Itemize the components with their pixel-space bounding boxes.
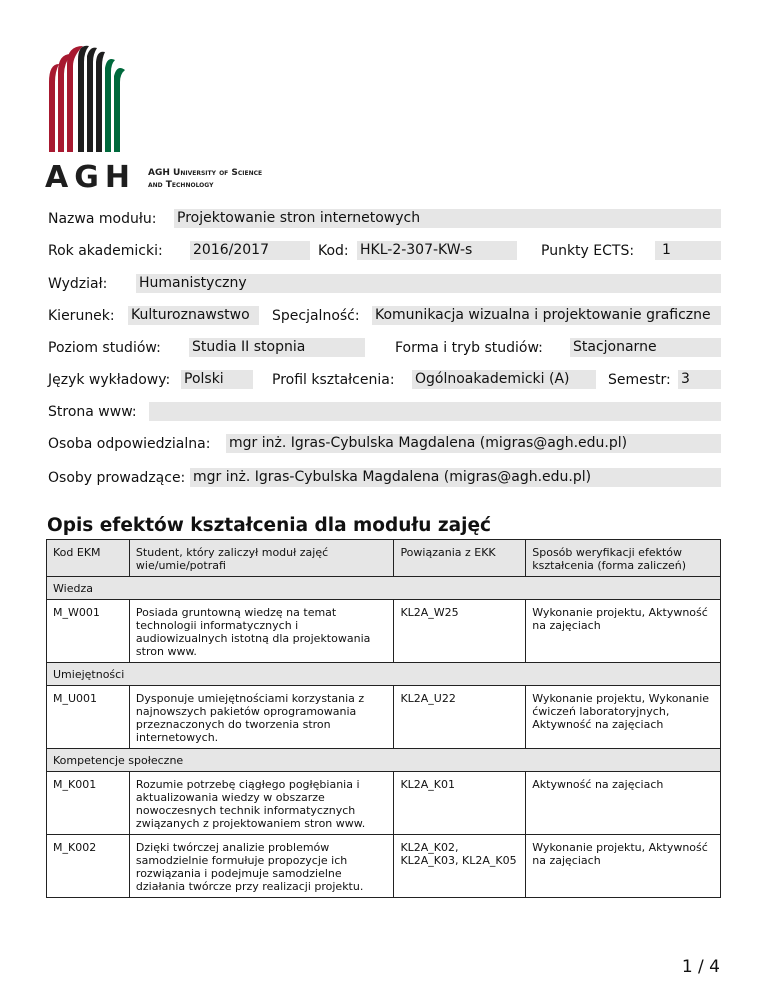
header-code: Kod EKM (47, 540, 130, 577)
section-row (47, 749, 721, 772)
ects-value: 1 (655, 241, 721, 260)
website-label: Strona www: (48, 404, 137, 420)
website-value (149, 402, 721, 421)
cell-code: M_U001 (47, 686, 130, 749)
specialty-label: Specjalność: (272, 308, 360, 324)
responsible-value: mgr inż. Igras-Cybulska Magdalena (migras@agh.edu.pl) (226, 434, 721, 453)
cell-code: M_K002 (47, 835, 130, 898)
academic-year-value: 2016/2017 (190, 241, 310, 260)
cell-outcome: Dzięki twórczej analizie problemów samodzielnie formułuje propozycje ich rozwiązania i podejmuje samodzielne działania twórcze przy realizacji projektu. (129, 835, 394, 898)
table-row (47, 600, 721, 663)
section-title: Opis efektów kształcenia dla modułu zajęć (47, 515, 492, 536)
profile-value: Ogólnoakademicki (A) (412, 370, 596, 389)
learning-outcomes-table (46, 539, 721, 898)
header-verification: Sposób weryfikacji efektów kształcenia (forma zaliczeń) (526, 540, 721, 577)
cell-verification: Wykonanie projektu, Aktywność na zajęciach (526, 835, 721, 898)
cell-verification: Wykonanie projektu, Aktywność na zajęciach (526, 600, 721, 663)
page-number: 1 / 4 (681, 957, 720, 977)
agh-name-line2: and Technology (148, 180, 214, 190)
mode-value: Stacjonarne (570, 338, 721, 357)
mode-label: Forma i tryb studiów: (395, 340, 543, 356)
responsible-label: Osoba odpowiedzialna: (48, 436, 211, 452)
section-social: Kompetencje społeczne (47, 749, 721, 772)
agh-name-line1: AGH University of Science (148, 168, 263, 178)
cell-outcome: Rozumie potrzebę ciągłego pogłębiania i aktualizowania wiedzy w obszarze nowoczesnych technik informatycznych związanych z projektowaniem stron www. (129, 772, 394, 835)
faculty-label: Wydział: (48, 276, 108, 292)
agh-emblem-icon (45, 42, 135, 152)
table-row (47, 686, 721, 749)
academic-year-label: Rok akademicki: (48, 243, 163, 259)
section-skills: Umiejętności (47, 663, 721, 686)
module-name-label: Nazwa modułu: (48, 211, 157, 227)
cell-code: M_K001 (47, 772, 130, 835)
cell-verification: Aktywność na zajęciach (526, 772, 721, 835)
cell-ekk: KL2A_U22 (394, 686, 526, 749)
header-ekk: Powiązania z EKK (394, 540, 526, 577)
faculty-value: Humanistyczny (136, 274, 721, 293)
table-header-row (47, 540, 721, 577)
agh-abbr: AGH (45, 160, 136, 195)
section-row (47, 663, 721, 686)
cell-verification: Wykonanie projektu, Wykonanie ćwiczeń laboratoryjnych, Aktywność na zajęciach (526, 686, 721, 749)
language-label: Język wykładowy: (48, 372, 171, 388)
profile-label: Profil kształcenia: (272, 372, 395, 388)
section-knowledge: Wiedza (47, 577, 721, 600)
field-label: Kierunek: (48, 308, 115, 324)
cell-outcome: Posiada gruntowną wiedzę na temat technologii informatycznych i audiowizualnych istotną dla projektowania stron www. (129, 600, 394, 663)
code-value: HKL-2-307-KW-s (357, 241, 517, 260)
specialty-value: Komunikacja wizualna i projektowanie graficzne (372, 306, 721, 325)
section-row (47, 577, 721, 600)
cell-ekk: KL2A_K01 (394, 772, 526, 835)
table-row (47, 772, 721, 835)
cell-ekk: KL2A_K02, KL2A_K03, KL2A_K05 (394, 835, 526, 898)
cell-code: M_W001 (47, 600, 130, 663)
language-value: Polski (181, 370, 253, 389)
ects-label: Punkty ECTS: (541, 243, 635, 259)
cell-ekk: KL2A_W25 (394, 600, 526, 663)
teachers-value: mgr inż. Igras-Cybulska Magdalena (migras@agh.edu.pl) (190, 468, 721, 487)
level-label: Poziom studiów: (48, 340, 161, 356)
level-value: Studia II stopnia (189, 338, 365, 357)
cell-outcome: Dysponuje umiejętnościami korzystania z najnowszych pakietów oprogramowania przeznaczonych do tworzenia stron internetowych. (129, 686, 394, 749)
semester-value: 3 (678, 370, 721, 389)
module-name-value: Projektowanie stron internetowych (174, 209, 721, 228)
teachers-label: Osoby prowadzące: (48, 470, 186, 486)
agh-logo (45, 42, 295, 195)
semester-label: Semestr: (608, 372, 671, 388)
field-value: Kulturoznawstwo (128, 306, 259, 325)
table-row (47, 835, 721, 898)
code-label: Kod: (318, 243, 349, 259)
header-outcome: Student, który zaliczył moduł zajęć wie/umie/potrafi (129, 540, 394, 577)
